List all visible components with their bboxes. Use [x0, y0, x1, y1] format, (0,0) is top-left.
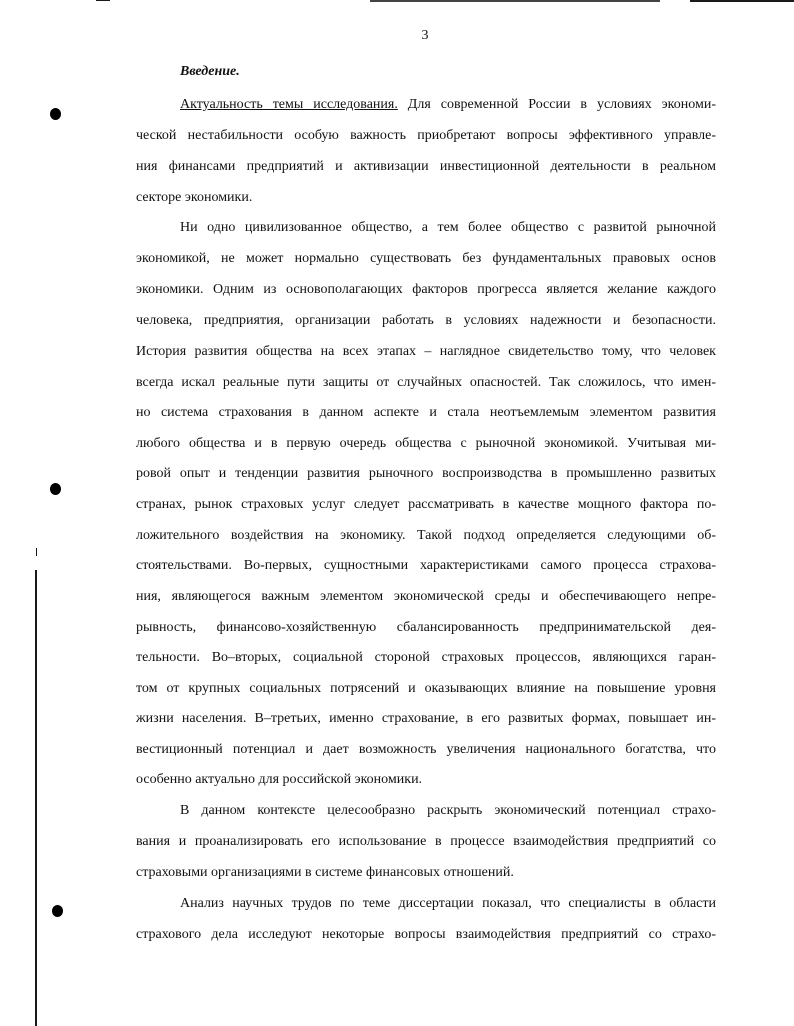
text-line: ния финансами предприятий и активизации инвестиционной деятельности в реальном: [136, 159, 716, 174]
text-line: вестиционный потенциал и дает возможность увеличения национального богатства, что: [136, 742, 716, 757]
text-line: тельности. Во–вторых, социальной стороной страховых процессов, являющихся гаран-: [136, 650, 716, 665]
scan-top-mark-left: [96, 0, 110, 1]
text-line: жизни населения. В–третьих, именно страхование, в его развитых формах, повышает ин-: [136, 711, 716, 726]
text-line: всегда искал реальные пути защиты от случайных опасностей. Так сложилось, что имен-: [136, 375, 716, 390]
text-line: В данном контексте целесообразно раскрыть экономический потенциал страхо-: [180, 803, 716, 818]
text-line: вания и проанализировать его использование в процессе взаимодействия предприятий со: [136, 834, 716, 849]
scan-left-edge-line: [35, 570, 37, 1026]
text-line: страхового дела исследуют некоторые вопросы взаимодействия предприятий со страхо-: [136, 927, 716, 942]
binder-hole-3: [52, 905, 63, 917]
section-heading: Введение.: [180, 64, 240, 79]
binder-hole-2: [50, 483, 61, 495]
text-line: Актуальность темы исследования. Для современной России в условиях экономи-: [180, 97, 716, 112]
scan-top-mark-right: [690, 0, 794, 2]
text-line: Анализ научных трудов по теме диссертации показал, что специалисты в области: [180, 896, 716, 911]
text-line: секторе экономики.: [136, 190, 253, 205]
text-line: особенно актуально для российской экономики.: [136, 772, 423, 787]
binder-hole-1: [50, 108, 61, 120]
text-line: ложительного воздействия на экономику. Такой подход определяется следующими об-: [136, 528, 716, 543]
text-line: странах, рынок страховых услуг следует рассматривать в качестве мощного фактора по-: [136, 497, 716, 512]
text-line: рывность, финансово-хозяйственную сбалансированность предпринимательской дея-: [136, 620, 716, 635]
text-line: том от крупных социальных потрясений и оказывающих влияние на повышение уровня: [136, 681, 716, 696]
text-line: страховыми организациями в системе финансовых отношений.: [136, 865, 514, 880]
text-line: стоятельствами. Во-первых, сущностными характеристиками самого процесса страхова-: [136, 558, 716, 573]
scan-left-edge-tick: [36, 548, 37, 556]
text-line: История развития общества на всех этапах – наглядное свидетельство тому, что человек: [136, 344, 716, 359]
text-line: экономики. Одним из основополагающих факторов прогресса является желание каждого: [136, 282, 716, 297]
text-line: ния, являющегося важным элементом экономической среды и обеспечивающего непре-: [136, 589, 716, 604]
topic-relevance-label: Актуальность темы исследования.: [180, 97, 398, 112]
text-line: но система страхования в данном аспекте и стала неотъемлемым элементом развития: [136, 405, 716, 420]
text-line: человека, предприятия, организации работать в условиях надежности и безопасности.: [136, 313, 716, 328]
text-line: любого общества и в первую очередь общества с рыночной экономикой. Учитывая ми-: [136, 436, 716, 451]
text-line: экономикой, не может нормально существовать без фундаментальных правовых основ: [136, 251, 716, 266]
text-line: ческой нестабильности особую важность приобретают вопросы эффективного управле-: [136, 128, 716, 143]
scan-top-mark-mid: [370, 0, 660, 2]
text-line: Ни одно цивилизованное общество, а тем более общество с развитой рыночной: [180, 220, 716, 235]
text-line: ровой опыт и тенденции развития рыночного воспроизводства в промышленно развитых: [136, 466, 716, 481]
page-number: 3: [421, 28, 429, 43]
